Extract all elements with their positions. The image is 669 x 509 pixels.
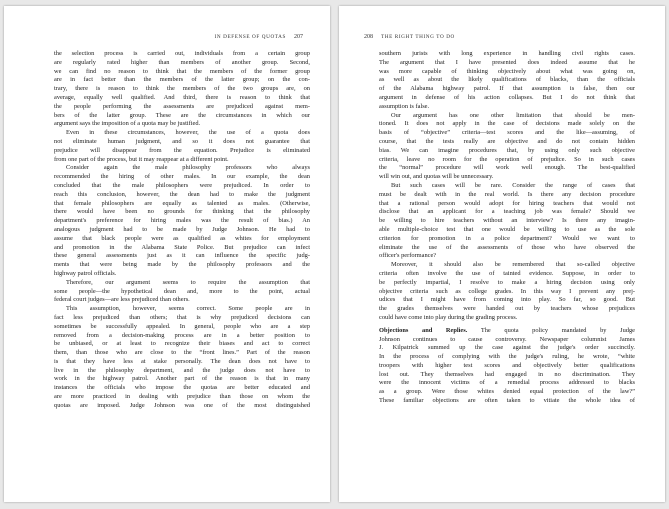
text-line: recommended the hiring of other males. In our example, the dean bbox=[54, 173, 310, 181]
text-line: some people—the hypothetical dean and, more to the point, actual bbox=[54, 287, 310, 295]
text-line: must be dealt with in the real world. Is there any decision procedure bbox=[379, 190, 635, 198]
text-line: from one part of the process, but it may reappear at a different point. bbox=[54, 155, 229, 163]
text-line: course, that the tests really are objective and do not contain hidden bbox=[379, 137, 635, 145]
text-line: live in the philosophy department, and the judge does not have to bbox=[54, 366, 310, 374]
text-line: bers of the latter group. These are the circumstances in which our bbox=[54, 111, 310, 119]
right-page bbox=[339, 6, 665, 502]
text-line: be willing to hire teachers without an interview? Is there any imagin- bbox=[379, 217, 635, 225]
text-line: disclose that an applicant for a teaching job was female? Should we bbox=[379, 208, 635, 216]
text-line: trary, there is reason to think the members of the two groups are, on bbox=[54, 85, 310, 93]
text-line: reach this conclusion, however, the dean had to make the judgment bbox=[54, 190, 310, 198]
text-line: are regularly rated higher than members of another group. Second, bbox=[54, 58, 310, 66]
text-line: be unbiased, or at least to recognize their biases and act to correct bbox=[54, 340, 310, 348]
running-head bbox=[215, 34, 303, 40]
text-line: sometimes be successfully appealed. In general, people who are a step bbox=[54, 322, 310, 330]
page-number: 208 bbox=[364, 34, 373, 40]
text-line: and promotion in the Alabama State Police. But prejudice can infect bbox=[54, 243, 310, 251]
text-line: udices that I might have from coming into play. So far, so good. But bbox=[379, 296, 635, 304]
text-line: Our argument has one other limitation that should be men- bbox=[391, 111, 635, 119]
text-line: objective criteria such as college grades. In this way I prevent any prej- bbox=[379, 287, 635, 295]
text-line: bias. We can imagine procedures that, by using only such objective bbox=[379, 146, 635, 154]
text-line: federal court judges—are less prejudiced than others. bbox=[54, 296, 190, 304]
text-line: concluded that the male philosophers were prejudiced. In order to bbox=[54, 181, 310, 189]
text-line: will win out, and quotas will be unnecessary. bbox=[379, 173, 494, 181]
text-line: average, equally well qualified. And third, there is reason to think that bbox=[54, 93, 310, 101]
text-line: Johnson continues to cause controversy. Newspaper columnist James bbox=[379, 335, 635, 343]
text-line: there would have been no grounds for thinking that the philosophy bbox=[54, 208, 310, 216]
left-page bbox=[4, 6, 330, 502]
text-line: argument says the imposition of a quota may be justified. bbox=[54, 120, 201, 128]
text-line: J. Kilpatrick summed up the case against the judge's order succinctly. bbox=[379, 344, 635, 352]
text-line: highway patrol officials. bbox=[54, 269, 117, 277]
text-line: analogous judgment had to be made by Judge Johnson. He had to bbox=[54, 225, 310, 233]
text-line: Consider again the male philosophy professors who always bbox=[66, 164, 310, 172]
page-number: 207 bbox=[294, 34, 303, 40]
text-line: are more practiced in dealing with prejudice than those on whom the bbox=[54, 393, 310, 401]
text-line: troopers with higher test scores and objectively better qualifications bbox=[379, 361, 635, 369]
text-line: criteria often involve the use of tainted evidence. Suppose, in order to bbox=[379, 269, 635, 277]
text-line: These familiar objections are often taken to vitiate the whole idea of bbox=[379, 397, 635, 405]
text-line: able multiple-choice test that one would be willing to use as the sole bbox=[379, 225, 635, 233]
text-line: lost out. They themselves had engaged in no discrimination. They bbox=[379, 370, 635, 378]
text-line: are in fact better than the members of the latter group; on the con- bbox=[54, 76, 310, 84]
text-line: criterion for promotion in a police department? Would we want to bbox=[379, 234, 635, 242]
running-head-title: THE RIGHT THING TO DO bbox=[381, 34, 455, 40]
text-line: as a group. Were those whites denied equal protection of the law?” bbox=[379, 388, 635, 396]
section-heading: Objections and Replies. bbox=[379, 326, 468, 334]
text-line: Objections and Replies. The quota policy mandated by Judge bbox=[379, 326, 635, 334]
text-line: we can find no reason to think that the members of the former group bbox=[54, 67, 310, 75]
text-line: fact less prejudiced than others; that is why prejudiced decisions can bbox=[54, 313, 310, 321]
text-line: of the Alabama highway patrol. If that assumption is false, then our bbox=[379, 85, 635, 93]
page-body bbox=[54, 50, 310, 411]
text-line: assume that black people were as qualified as whites for employment bbox=[54, 234, 310, 242]
text-line: Moreover, it should also be remembered that so-called objective bbox=[391, 261, 635, 269]
text-line: This assumption, however, seems correct. Some people are in bbox=[66, 305, 310, 313]
text-line: not eliminate human judgment, and so it does not guarantee that bbox=[54, 137, 310, 145]
text-line: department's preference for hiring males was the result of bias.) An bbox=[54, 217, 310, 225]
text-line: assumption is false. bbox=[379, 102, 430, 110]
text-line: could have come into play during the grading process. bbox=[379, 313, 518, 321]
text-line: southern jurists with long experience in handling civil rights cases. bbox=[379, 50, 635, 57]
text-line: eliminate the use of the assessments of those who have observed the bbox=[379, 243, 635, 251]
text-line: the “normal” procedure will work well enough. The best-qualified bbox=[379, 164, 635, 172]
text-line: tioned. It does not apply in the case of decisions made solely on the bbox=[379, 120, 635, 128]
text-line: the grades themselves were handed out by teachers whose prejudices bbox=[379, 305, 635, 313]
running-head-title: IN DEFENSE OF QUOTAS bbox=[214, 34, 286, 40]
text-line: is that they have less at stake personally. The dean does not have to bbox=[54, 357, 310, 365]
text-line: that female philosophers are equally as talented as males. (Otherwise, bbox=[54, 199, 310, 207]
text-line: prejudice will disappear from the equation. Prejudice is eliminated bbox=[54, 146, 310, 154]
text-line: In the process of complying with the judge's ruling, he wrote, “white bbox=[379, 353, 635, 361]
text-line: ments that were being made by the philosophy professors and the bbox=[54, 261, 310, 269]
text-line: Therefore, our argument seems to require the assumption that bbox=[66, 278, 310, 286]
text-line: them, than those who are close to the “front lines.” Part of the reason bbox=[54, 349, 310, 357]
text-line: the selection process is carried out, individuals from a certain group bbox=[54, 50, 310, 57]
text-line: criteria, leave no room for the operation of prejudice. So in such cases bbox=[379, 155, 635, 163]
text-line: was more capable of thinking objectively about what was going on, bbox=[379, 67, 635, 75]
running-head bbox=[364, 34, 455, 40]
text-line: quotas are imposed. Judge Johnson was one of the most distinguished bbox=[54, 401, 310, 409]
text-line: that a rational person would adopt for hiring teachers that would not bbox=[379, 199, 635, 207]
text-line: as well as about the likely qualifications of blacks, than the officials bbox=[379, 76, 635, 84]
text-line: work in the highway patrol. Another part of the reason is that in many bbox=[54, 375, 310, 383]
text-line: were the innocent victims of a remedial process addressed to blacks bbox=[379, 379, 635, 387]
text-line: removed from a decision-making process are in a better position to bbox=[54, 331, 310, 339]
text-line: The argument that I have presented does indeed assume that he bbox=[379, 58, 635, 66]
text-line: be perfectly impartial, I resolve to make a hiring decision using only bbox=[379, 278, 635, 286]
text-line: instances the officials who impose the quotas are better educated and bbox=[54, 384, 310, 392]
text-line: the people performing the assessments are prejudiced against mem- bbox=[54, 102, 310, 110]
text-line: argument in defense of his action collapses. But I do not think that bbox=[379, 93, 635, 101]
text-line: basis of “objective” criteria—test scores and the like—assuming, of bbox=[379, 129, 635, 137]
text-line: But such cases will be rare. Consider the range of cases that bbox=[391, 181, 635, 189]
page-body bbox=[379, 50, 635, 406]
text-line: Even in these circumstances, however, the use of a quota does bbox=[66, 129, 310, 137]
text-line: officer's performance? bbox=[379, 252, 437, 260]
text-line: these general assessments just as it can influence the specific judg- bbox=[54, 252, 310, 260]
